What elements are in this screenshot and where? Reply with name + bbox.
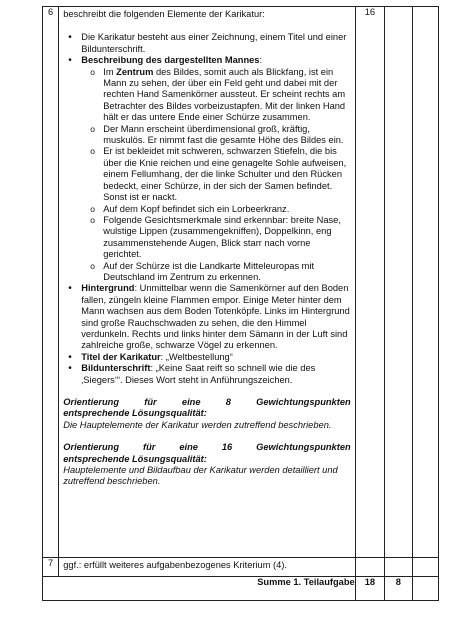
list-item: • Bildunterschrift: „Keine Saat reift so schnell wie die des ‚Siegers‘“. Dieses Wort steht in Anführungszeichen. — [81, 363, 350, 386]
sub-list-item: o Auf dem Kopf befindet sich ein Lorbeerkranz. — [103, 204, 350, 215]
orientation-block-8: Orientierung für eine 8 Gewichtungspunkten entsprechende Lösungsqualität: Die Hauptelemente der Karikatur werden zutreffend beschrieben. — [63, 397, 351, 430]
empty-cell — [412, 558, 438, 577]
summary-value: 18 — [355, 577, 384, 601]
empty-cell — [355, 558, 384, 577]
section-heading: Beschreibung des dargestellten Mannes — [81, 55, 260, 66]
summary-value: 8 — [385, 577, 412, 601]
empty-cell — [412, 577, 438, 601]
sub-list-item: o Im Zentrum des Bildes, somit auch als Blickfang, ist ein Mann zu sehen, der über ein Feld geht und dabei mit der rechten Hand Samenkörner aussteut. Er scheint rechts am Betrachter des Bildes vorbeizustapfen. Mit der linken Hand hält er das untere Ende einer Schürze zusammen. — [103, 67, 350, 124]
evaluation-table — [42, 6, 439, 601]
table-row-6 — [43, 7, 439, 558]
summary-label: Summe 1. Teilaufgabe — [43, 577, 356, 601]
list-item: • Die Karikatur besteht aus einer Zeichnung, einem Titel und einer Bildunterschrift. — [81, 32, 350, 55]
row-number: 6 — [43, 7, 59, 558]
points-cell: 16 — [355, 7, 384, 558]
list-item: • Titel der Karikatur: „Weltbestellung“ — [81, 352, 350, 363]
orientation-block-16: Orientierung für eine 16 Gewichtungspunkten entsprechende Lösungsqualität: Hauptelemente und Bildaufbau der Karikatur werden detailliert und zutreffend beschrieben. — [63, 442, 351, 487]
sub-list-item: o Auf der Schürze ist die Landkarte Mitteleuropas mit Deutschland im Zentrum zu erkennen. — [103, 261, 350, 284]
criterion-cell: ggf.: erfüllt weiteres aufgabenbezogenes Kriterium (4). — [59, 558, 355, 577]
empty-cell — [385, 558, 412, 577]
element-list — [63, 32, 350, 386]
empty-cell — [412, 7, 438, 558]
sub-list-item: o Folgende Gesichtsmerkmale sind erkennbar: breite Nase, wulstige Lippen (zusammengekniffen), Doppelkinn, eng zusammenstehende Augen, Blick starr nach vorne gerichtet. — [103, 215, 350, 261]
summary-row — [43, 577, 439, 601]
sub-list-item: o Der Mann erscheint überdimensional groß, kräftig, muskulös. Er nimmt fast die gesamte Höhe des Bildes ein. — [103, 124, 350, 147]
empty-cell — [385, 7, 412, 558]
list-item: • Beschreibung des dargestellten Mannes: o Im Zentrum des Bildes, somit auch als Blickfang, ist ein Mann zu sehen, der über ein Feld geht und dabei mit der rechten Hand Samenkörner aussteut. Er scheint rechts am Betrachter des Bildes vorbeizustapfen. Mit der linken Hand hält er das untere Ende einer Schürze zusammen. o Der Mann erscheint überdimensional groß, kräftig, muskulös. Er nimmt fast die gesamte Höhe des Bildes ein. o Er ist bekleidet mit schweren, schwarzen Stiefeln, die bis über die Knie reichen und eine genagelte Sohle aufweisen, einem Fellumhang, der die linke Schulter und den Rücken bedeckt, einer Schürze, in der sich der Samen befindet. Sonst ist er nackt. o Auf dem Kopf befindet sich ein Lorbeerkranz. o Folgende Gesichtsmerkmale sind erkennbar: breite Nase, wulstige Lippen (zusammengekniffen), Doppelkinn, eng zusammenstehende Augen, Blick starr nach vorne gerichtet. o Auf der Schürze ist die Landkarte Mitteleuropas mit Deutschland im Zentrum zu erkennen. — [81, 55, 350, 283]
row-number: 7 — [43, 558, 59, 577]
criterion-cell — [59, 7, 355, 558]
sub-list-item: o Er ist bekleidet mit schweren, schwarzen Stiefeln, die bis über die Knie reichen und eine genagelte Sohle aufweisen, einem Fellumhang, der die linke Schulter und den Rücken bedeckt, einer Schürze, in der sich der Samen befindet. Sonst ist er nackt. — [103, 146, 350, 203]
sub-list — [81, 67, 350, 284]
intro-text: beschreibt die folgenden Elemente der Karikatur: — [63, 9, 265, 19]
list-item: • Hintergrund: Unmittelbar wenn die Samenkörner auf den Boden fallen, züngeln kleine Flammen empor. Einige Meter hinter dem Mann wachsen aus dem Boden Totenköpfe. Links im Hintergrund sind große Rauchschwaden zu sehen, die den Himmel verdunkeln. Rechts und links hinter dem Sämann in der Luft sind zahlreiche große, schwarze Vögel zu erkennen. — [81, 283, 350, 351]
table-row-7 — [43, 558, 439, 577]
